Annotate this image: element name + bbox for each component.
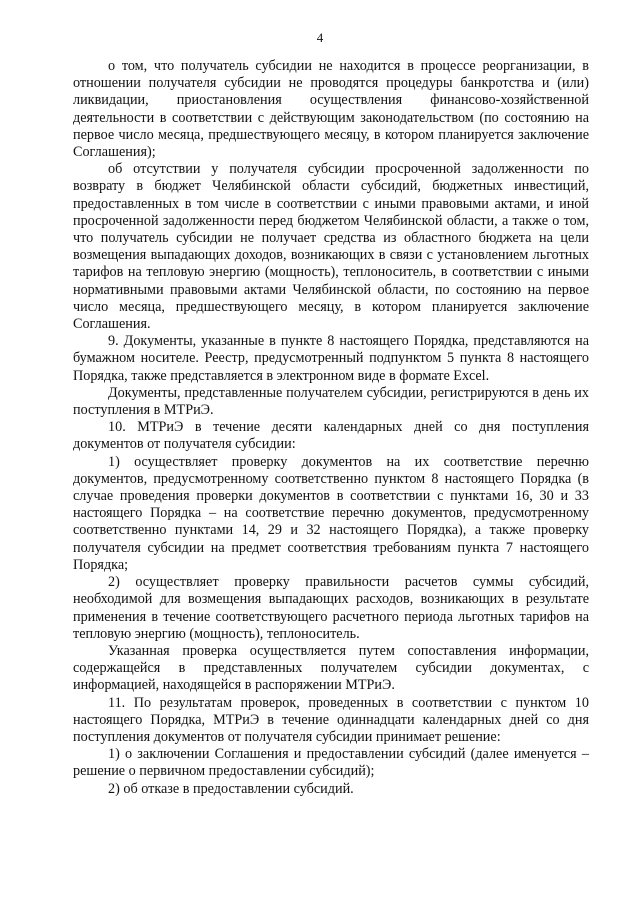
paragraph-item-10-1: 1) осуществляет проверку документов на их соответствие перечню документов, предусмотренному соответственно пунктом 8 настоящего Порядка (в случае проведения проверки документов в соответствии с пунктами 16, 30 и 33 настоящего Порядка – на соответствие перечню документов, предусмотренному соответственно пунктами 14, 29 и 32 настоящего Порядка), а также проверку получателя субсидии на предмет соответствия требованиям пункта 7 настоящего Порядка; (73, 453, 589, 573)
paragraph-registration: Документы, представленные получателем субсидии, регистрируются в день их поступления в МТРиЭ. (73, 384, 589, 419)
paragraph-item-11: 11. По результатам проверок, проведенных в соответствии с пунктом 10 настоящего Порядка, МТРиЭ в течение одиннадцати календарных дней со дня поступления документов от получателя субсидии принимает решение: (73, 694, 589, 745)
paragraph-no-debt: об отсутствии у получателя субсидии просроченной задолженности по возврату в бюджет Челябинской области субсидий, бюджетных инвестиций, предоставленных в том числе в соответствии с иными правовыми актами, и иной просроченной задолженности перед бюджетом Челябинской области, а также о том, что получатель субсидии не получает средства из областного бюджета на цели возмещения выпадающих доходов, возникающих в связи с установлением льготных тарифов на тепловую энергию (мощность), теплоноситель, в соответствии с иными нормативными правовыми актами Челябинской области, по состоянию на первое число месяца, предшествующего месяцу, в котором планируется заключение Соглашения. (73, 161, 589, 333)
document-body (73, 58, 589, 798)
page-number: 4 (316, 30, 324, 45)
paragraph-item-11-1: 1) о заключении Соглашения и предоставлении субсидий (далее именуется – решение о первичном предоставлении субсидий); (73, 746, 589, 780)
paragraph-item-10: 10. МТРиЭ в течение десяти календарных дней со дня поступления документов от получателя субсидии: (73, 419, 589, 453)
paragraph-item-11-2: 2) об отказе в предоставлении субсидий. (108, 780, 354, 797)
paragraph-verification: Указанная проверка осуществляется путем сопоставления информации, содержащейся в представленных получателем субсидии документах, с информацией, находящейся в распоряжении МТРиЭ. (73, 642, 589, 694)
paragraph-item-9: 9. Документы, указанные в пункте 8 настоящего Порядка, представляются на бумажном носителе. Реестр, предусмотренный подпунктом 5 пункта 8 настоящего Порядка, также представляется в электронном виде в формате Excel. (73, 333, 589, 384)
paragraph-reorganization: о том, что получатель субсидии не находится в процессе реорганизации, в отношении получателя субсидии не проводятся процедуры банкротства и (или) ликвидации, приостановления осуществления финансово-хозяйственной деятельности в соответствии с действующим законодательством (по состоянию на первое число месяца, предшествующего месяцу, в котором планируется заключение Соглашения); (73, 58, 589, 161)
paragraph-item-10-2: 2) осуществляет проверку правильности расчетов суммы субсидий, необходимой для возмещения выпадающих расходов, возникающих в результате применения в течение соответствующего расчетного периода льготных тарифов на тепловую энергию (мощность), теплоноситель. (73, 574, 589, 642)
